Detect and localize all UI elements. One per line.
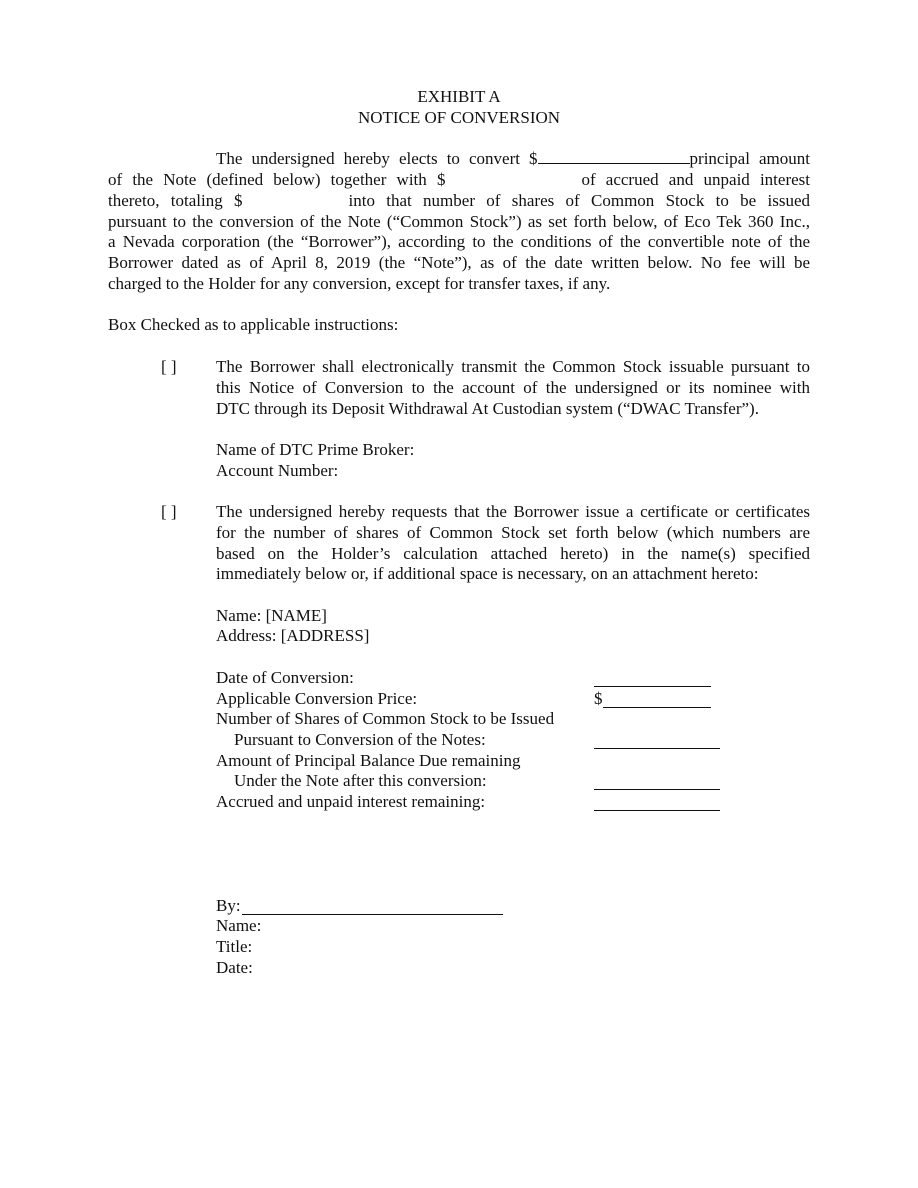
- intro-text: principal amount: [689, 149, 811, 168]
- document-title: NOTICE OF CONVERSION: [357, 108, 561, 127]
- conversion-price-prefix: $: [594, 689, 603, 708]
- intro-text: The undersigned hereby elects to convert $: [216, 149, 538, 168]
- option1-line-1: The Borrower shall electronically transmit the Common Stock issuable pursuant to: [216, 357, 810, 376]
- by-label: By:: [216, 896, 241, 915]
- shares-label-line-2: Pursuant to Conversion of the Notes:: [234, 730, 486, 749]
- signer-name-label: Name:: [216, 916, 262, 935]
- intro-line-5: a Nevada corporation (the “Borrower”), according to the conditions of the convertible note of the: [108, 232, 810, 251]
- option1-line-3: DTC through its Deposit Withdrawal At Custodian system (“DWAC Transfer”).: [216, 399, 759, 418]
- intro-text: of the Note (defined below) together with $: [108, 170, 446, 189]
- dwac-checkbox[interactable]: [ ]: [161, 357, 177, 376]
- signature-field[interactable]: [242, 914, 503, 915]
- option2-line-4: immediately below or, if additional space is necessary, on an attachment hereto:: [216, 564, 759, 583]
- conversion-price-label: Applicable Conversion Price:: [216, 689, 418, 708]
- intro-text: into that number of shares of Common Stock to be issued: [348, 191, 810, 210]
- interest-remaining-field[interactable]: [594, 810, 720, 811]
- dtc-broker-label: Name of DTC Prime Broker:: [216, 440, 415, 459]
- intro-line-3: [108, 191, 810, 212]
- exhibit-label: EXHIBIT A: [417, 87, 501, 106]
- conversion-date-field[interactable]: [594, 686, 711, 687]
- intro-line-2: [108, 170, 810, 191]
- principal-label-line-1: Amount of Principal Balance Due remaining: [216, 751, 521, 770]
- signer-title-label: Title:: [216, 937, 253, 956]
- interest-amount-field[interactable]: [445, 171, 581, 185]
- intro-line-1: [108, 149, 810, 170]
- intro-text: thereto, totaling $: [108, 191, 243, 210]
- principal-amount-field[interactable]: [538, 150, 690, 164]
- principal-remaining-field[interactable]: [594, 789, 720, 790]
- signature-date-label: Date:: [216, 958, 253, 977]
- option2-line-2: for the number of shares of Common Stock set forth below (which numbers are: [216, 523, 810, 542]
- instructions-heading: Box Checked as to applicable instructions:: [108, 315, 399, 334]
- shares-issued-field[interactable]: [594, 748, 720, 749]
- certificate-checkbox[interactable]: [ ]: [161, 502, 177, 521]
- intro-line-4: pursuant to the conversion of the Note (“Common Stock”) as set forth below, of Eco Tek 360 Inc.,: [108, 212, 810, 231]
- intro-line-7: charged to the Holder for any conversion, except for transfer taxes, if any.: [108, 274, 611, 293]
- total-amount-field[interactable]: [243, 192, 349, 206]
- shares-label-line-1: Number of Shares of Common Stock to be Issued: [216, 709, 555, 728]
- intro-text: of accrued and unpaid interest: [581, 170, 810, 189]
- holder-name-line: Name: [NAME]: [216, 606, 327, 625]
- conversion-price-field[interactable]: [603, 707, 711, 708]
- option1-line-2: this Notice of Conversion to the account of the undersigned or its nominee with: [216, 378, 810, 397]
- conversion-date-label: Date of Conversion:: [216, 668, 354, 687]
- option2-line-3: based on the Holder’s calculation attached hereto) in the name(s) specified: [216, 544, 810, 563]
- interest-remaining-label: Accrued and unpaid interest remaining:: [216, 792, 486, 811]
- holder-address-line: Address: [ADDRESS]: [216, 626, 370, 645]
- account-number-label: Account Number:: [216, 461, 339, 480]
- intro-line-6: Borrower dated as of April 8, 2019 (the “Note”), as of the date written below. No fee will be: [108, 253, 810, 272]
- principal-label-line-2: Under the Note after this conversion:: [234, 771, 487, 790]
- option2-line-1: The undersigned hereby requests that the Borrower issue a certificate or certificates: [216, 502, 810, 521]
